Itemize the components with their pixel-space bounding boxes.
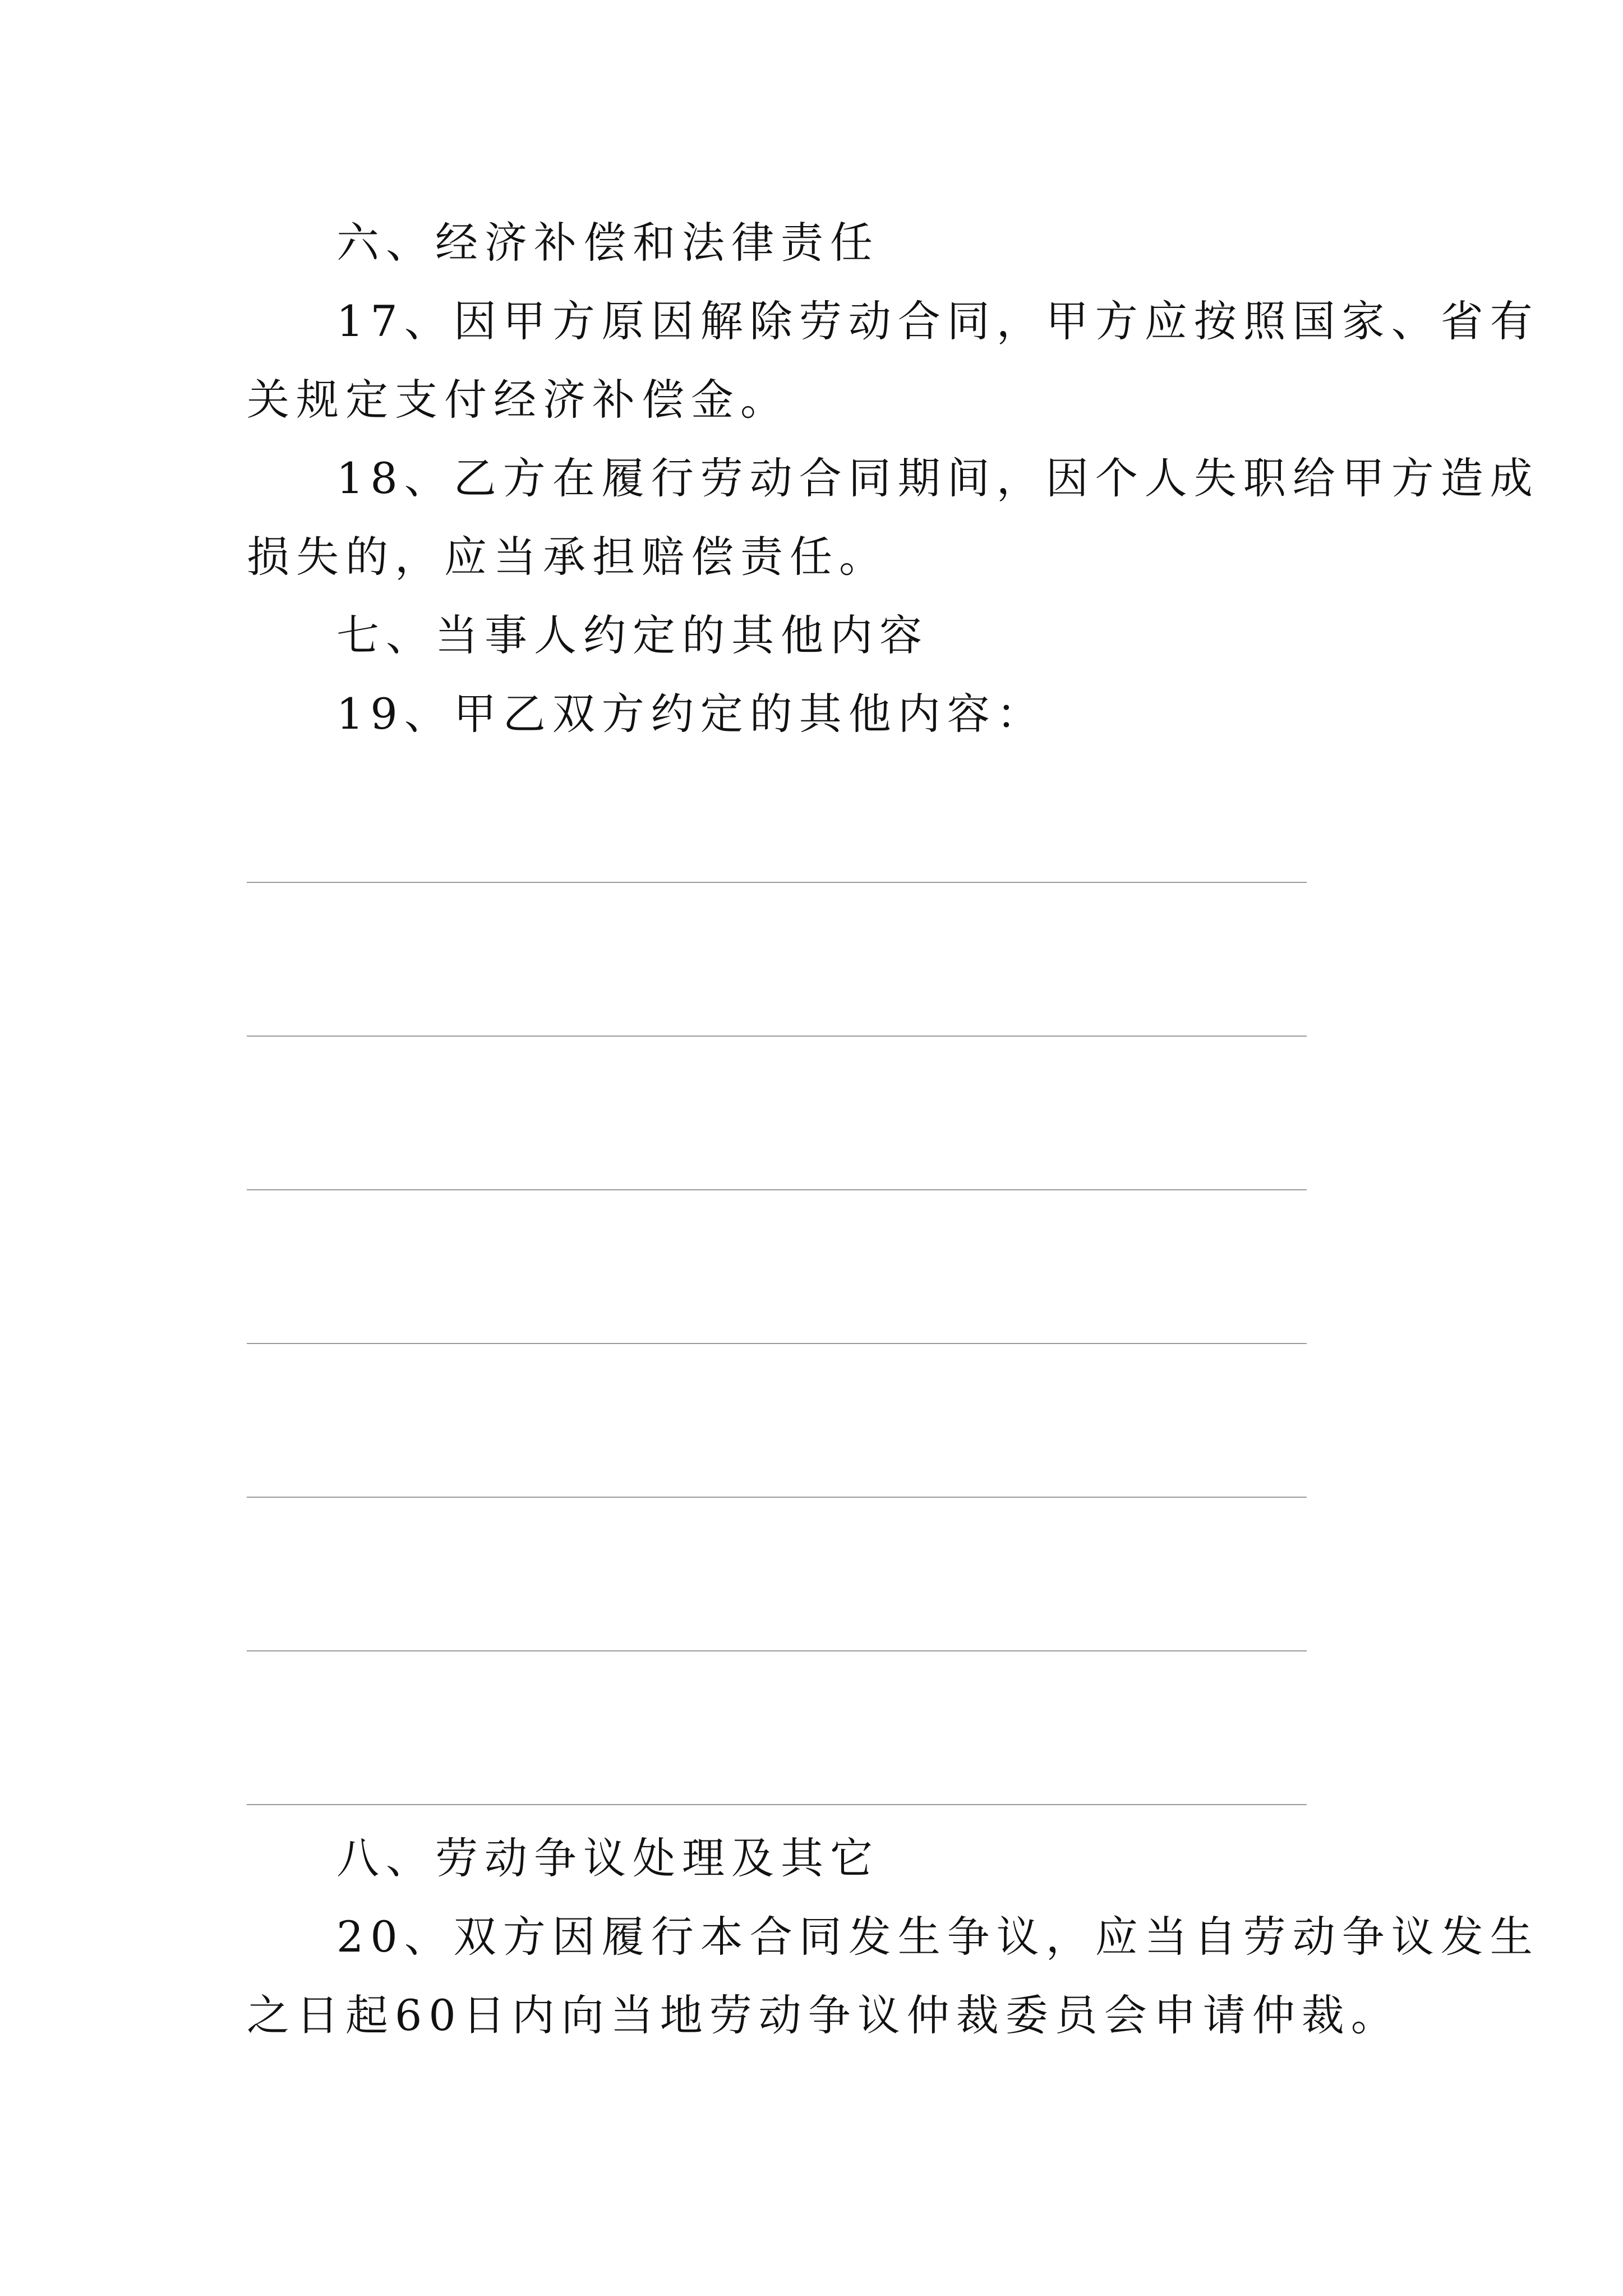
blank-line-5	[247, 1497, 1307, 1498]
section-8-heading: 八、劳动争议处理及其它	[336, 1833, 879, 1883]
blank-line-2	[247, 1036, 1307, 1037]
blank-line-4	[247, 1343, 1307, 1344]
blank-line-7	[247, 1804, 1307, 1805]
clause-20-line-1: 20、双方因履行本合同发生争议，应当自劳动争议发生	[336, 1912, 1539, 1962]
clause-18-line-1: 18、乙方在履行劳动合同期间，因个人失职给甲方造成	[336, 453, 1539, 503]
section-6-heading: 六、经济补偿和法律责任	[336, 218, 879, 268]
blank-line-1	[247, 882, 1307, 883]
blank-line-6	[247, 1650, 1307, 1651]
clause-17-line-2: 关规定支付经济补偿金。	[247, 375, 790, 425]
clause-18-line-2: 损失的，应当承担赔偿责任。	[247, 532, 888, 582]
clause-17-line-1: 17、因甲方原因解除劳动合同，甲方应按照国家、省有	[336, 296, 1539, 346]
clause-19: 19、甲乙双方约定的其他内容：	[336, 689, 1046, 739]
clause-20-line-2: 之日起60日内向当地劳动争议仲裁委员会申请仲裁。	[247, 1990, 1400, 2040]
blank-line-3	[247, 1189, 1307, 1190]
section-7-heading: 七、当事人约定的其他内容	[336, 610, 929, 660]
